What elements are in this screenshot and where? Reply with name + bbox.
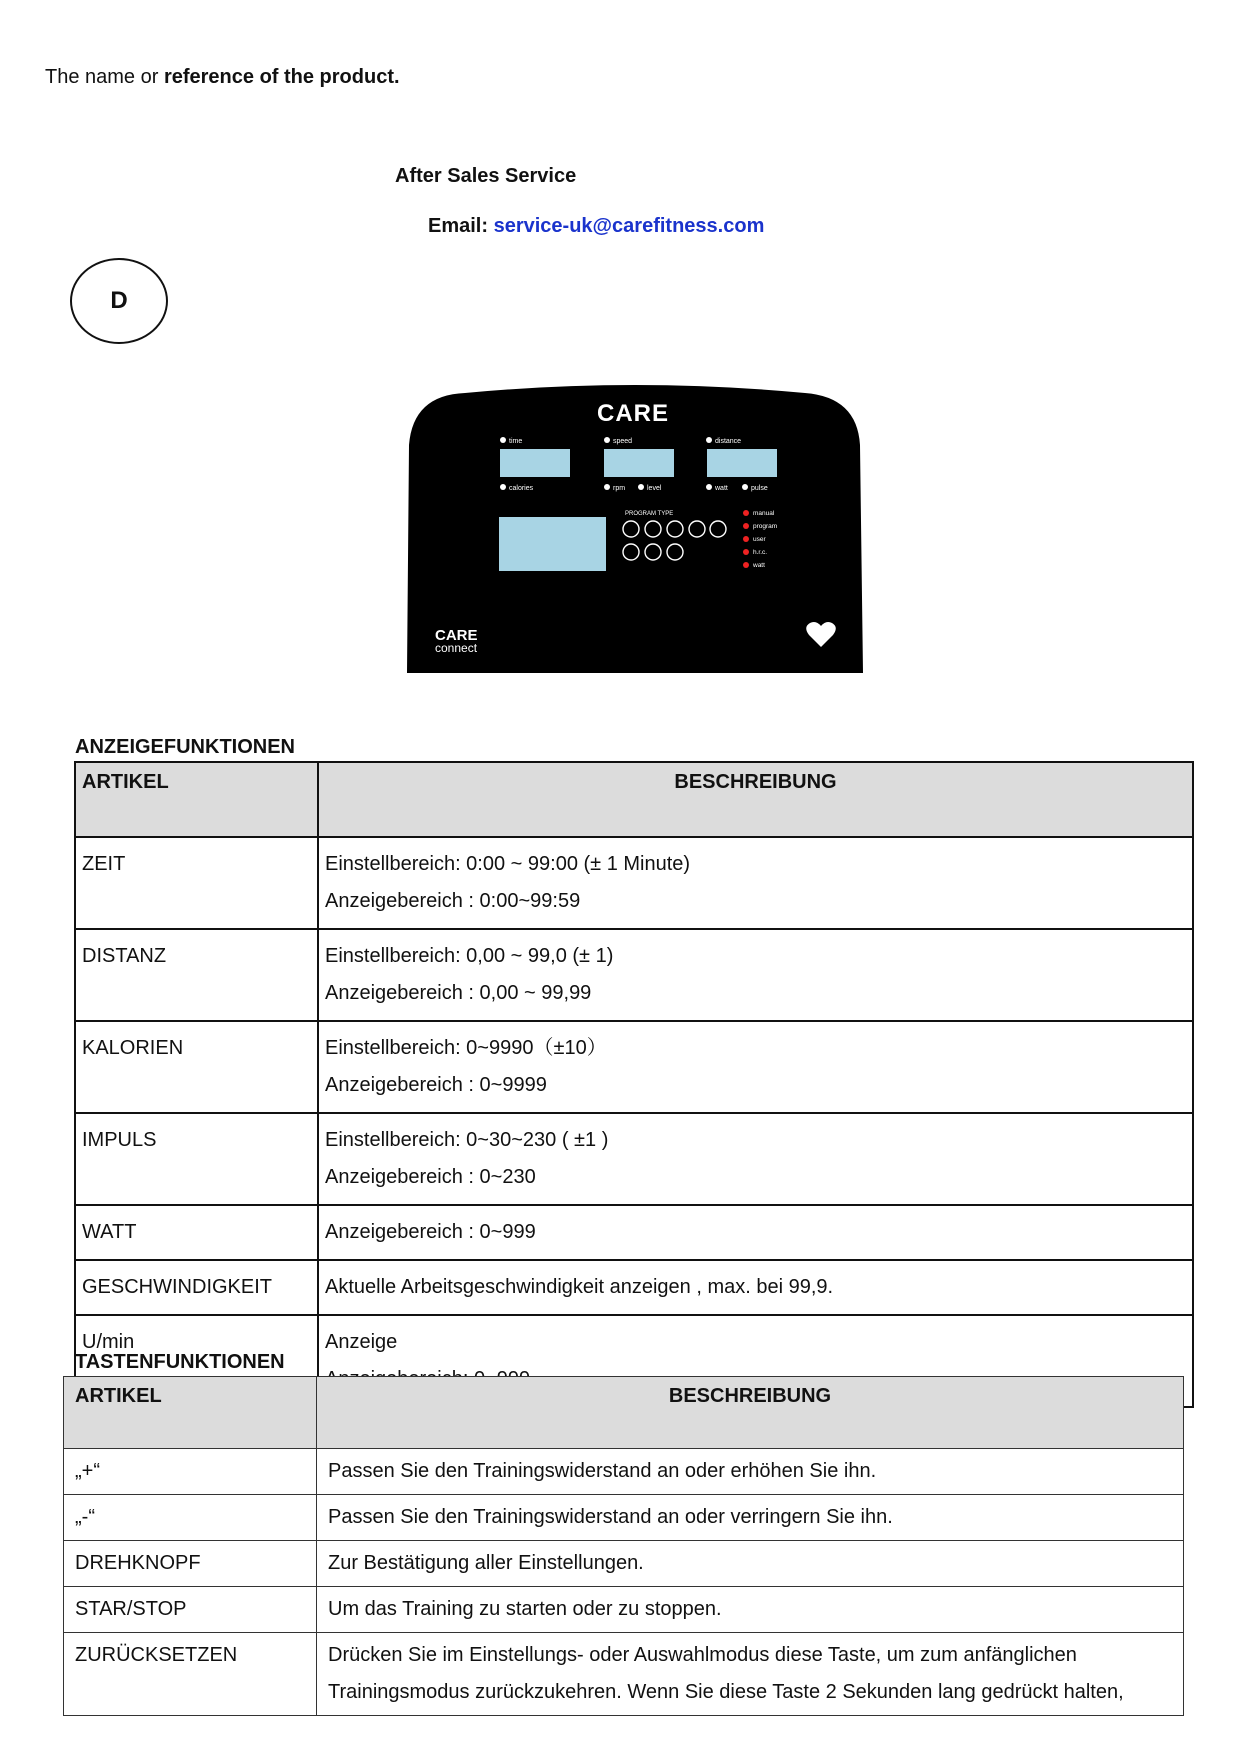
- program-label-2: program: [753, 523, 778, 530]
- calories-label: calories: [509, 485, 534, 492]
- table-row: [64, 1449, 1184, 1495]
- program-label-5: watt: [753, 562, 765, 569]
- rpm-dot: [604, 484, 610, 490]
- watt-label: watt: [715, 485, 728, 492]
- section-marker: [70, 258, 168, 344]
- row-item: U/min: [82, 1331, 135, 1353]
- row-description-line: Aktuelle Arbeitsgeschwindigkeit anzeigen , max. bei 99,9.: [325, 1276, 834, 1298]
- intro-prefix: The name or: [45, 66, 164, 88]
- row-item: KALORIEN: [82, 1037, 184, 1059]
- table-row: [64, 1633, 1184, 1716]
- row-description: [317, 1633, 1183, 1715]
- display-functions-table: [74, 761, 1194, 1408]
- row-description: [319, 1261, 1192, 1314]
- email-link[interactable]: service-uk@carefitness.com: [493, 215, 765, 237]
- table-row: [75, 929, 1193, 1021]
- display-section-title: ANZEIGEFUNKTIONEN: [75, 736, 295, 758]
- row-description-line: Anzeigebereich : 0~9999: [325, 1074, 547, 1096]
- distance-label: distance: [715, 438, 742, 445]
- row-item: „-“: [75, 1506, 95, 1528]
- program-dot-3: [743, 536, 749, 542]
- section-marker-letter: D: [110, 287, 128, 314]
- console-connect-sub: connect: [435, 641, 478, 655]
- row-description-line: Anzeigebereich : 0:00~99:59: [325, 890, 581, 912]
- row-description: [319, 1114, 1192, 1204]
- speed-dot: [604, 437, 610, 443]
- row-description-line: Passen Sie den Trainingswiderstand an oder erhöhen Sie ihn.: [328, 1460, 877, 1482]
- row-description: [319, 1206, 1192, 1259]
- row-item: DREHKNOPF: [75, 1552, 201, 1574]
- row-description: [317, 1449, 1183, 1494]
- watt-dot: [706, 484, 712, 490]
- program-dot-5: [743, 562, 749, 568]
- console-brand: CARE: [596, 400, 670, 427]
- row-description-line: Passen Sie den Trainingswiderstand an oder verringern Sie ihn.: [328, 1506, 893, 1528]
- row-description-line: Einstellbereich: 0,00 ~ 99,0 (± 1): [325, 945, 614, 967]
- program-type-label: PROGRAM TYPE: [625, 511, 674, 517]
- row-item: STAR/STOP: [75, 1598, 187, 1620]
- row-item: ZEIT: [82, 853, 126, 875]
- row-description-line: Einstellbereich: 0~9990（±10）: [325, 1037, 607, 1059]
- row-description-line: Anzeigebereich : 0~999: [325, 1221, 536, 1243]
- email-line: [428, 215, 764, 238]
- program-label-1: manual: [753, 510, 775, 517]
- email-label: Email:: [428, 215, 489, 237]
- table-header-row: [75, 762, 1193, 837]
- calories-dot: [500, 484, 506, 490]
- distance-dot: [706, 437, 712, 443]
- row-description: [317, 1495, 1183, 1540]
- row-item: ZURÜCKSETZEN: [75, 1644, 238, 1666]
- intro-bold: reference of the product.: [163, 66, 400, 88]
- table-row: [75, 837, 1193, 929]
- program-dot-4: [743, 549, 749, 555]
- table-row: [64, 1541, 1184, 1587]
- pulse-label: pulse: [751, 485, 768, 492]
- row-item: WATT: [82, 1221, 137, 1243]
- table-header-row: [64, 1377, 1184, 1449]
- row-description: [317, 1541, 1183, 1586]
- header-item: ARTIKEL: [64, 1377, 317, 1449]
- console-illustration: [405, 385, 865, 675]
- row-item: IMPULS: [82, 1129, 157, 1151]
- row-description: [319, 1022, 1192, 1112]
- key-section-title: TASTENFUNKTIONEN: [75, 1351, 285, 1373]
- table-row: [75, 1205, 1193, 1260]
- header-desc: BESCHREIBUNG: [317, 1377, 1184, 1449]
- time-label: time: [509, 438, 523, 445]
- row-description: [319, 930, 1192, 1020]
- level-dot: [638, 484, 644, 490]
- row-description-line: Anzeigebereich : 0~230: [325, 1166, 536, 1188]
- row-description-line: Anzeige: [325, 1331, 398, 1353]
- console-connect-brand: CARE: [435, 627, 478, 644]
- program-label-4: h.r.c.: [753, 549, 768, 556]
- header-item: ARTIKEL: [75, 762, 318, 837]
- row-description-line: Drücken Sie im Einstellungs- oder Auswahlmodus diese Taste, um zum anfänglichen: [328, 1644, 1077, 1666]
- row-item: „+“: [75, 1460, 100, 1482]
- key-functions-table: [63, 1376, 1184, 1716]
- table-row: [75, 1113, 1193, 1205]
- table-row: [64, 1587, 1184, 1633]
- table-row: [64, 1495, 1184, 1541]
- time-dot: [500, 437, 506, 443]
- main-display: [499, 517, 606, 571]
- table-row: [75, 1021, 1193, 1113]
- row-description-line: Anzeigebereich : 0,00 ~ 99,99: [325, 982, 592, 1004]
- row-item: GESCHWINDIGKEIT: [82, 1276, 273, 1298]
- program-dot-2: [743, 523, 749, 529]
- row-item: DISTANZ: [82, 945, 167, 967]
- program-dot-1: [743, 510, 749, 516]
- speed-label: speed: [613, 438, 633, 445]
- intro-text: [45, 66, 400, 89]
- row-description: [317, 1587, 1183, 1632]
- row-description-line: Trainingsmodus zurückzukehren. Wenn Sie diese Taste 2 Sekunden lang gedrückt halten,: [328, 1681, 1124, 1703]
- row-description: [319, 838, 1192, 928]
- program-label-3: user: [753, 536, 766, 543]
- level-label: level: [647, 485, 662, 492]
- row-description-line: Zur Bestätigung aller Einstellungen.: [328, 1552, 644, 1574]
- row-description-line: Einstellbereich: 0~30~230 ( ±1 ): [325, 1129, 609, 1151]
- time-display: [500, 449, 570, 477]
- table-row: [75, 1260, 1193, 1315]
- row-description-line: Um das Training zu starten oder zu stoppen.: [328, 1598, 722, 1620]
- after-sales-title: After Sales Service: [395, 165, 577, 187]
- speed-display: [604, 449, 674, 477]
- row-description-line: Einstellbereich: 0:00 ~ 99:00 (± 1 Minute): [325, 853, 691, 875]
- distance-display: [707, 449, 777, 477]
- pulse-dot: [742, 484, 748, 490]
- rpm-label: rpm: [613, 485, 626, 492]
- header-desc: BESCHREIBUNG: [318, 762, 1193, 837]
